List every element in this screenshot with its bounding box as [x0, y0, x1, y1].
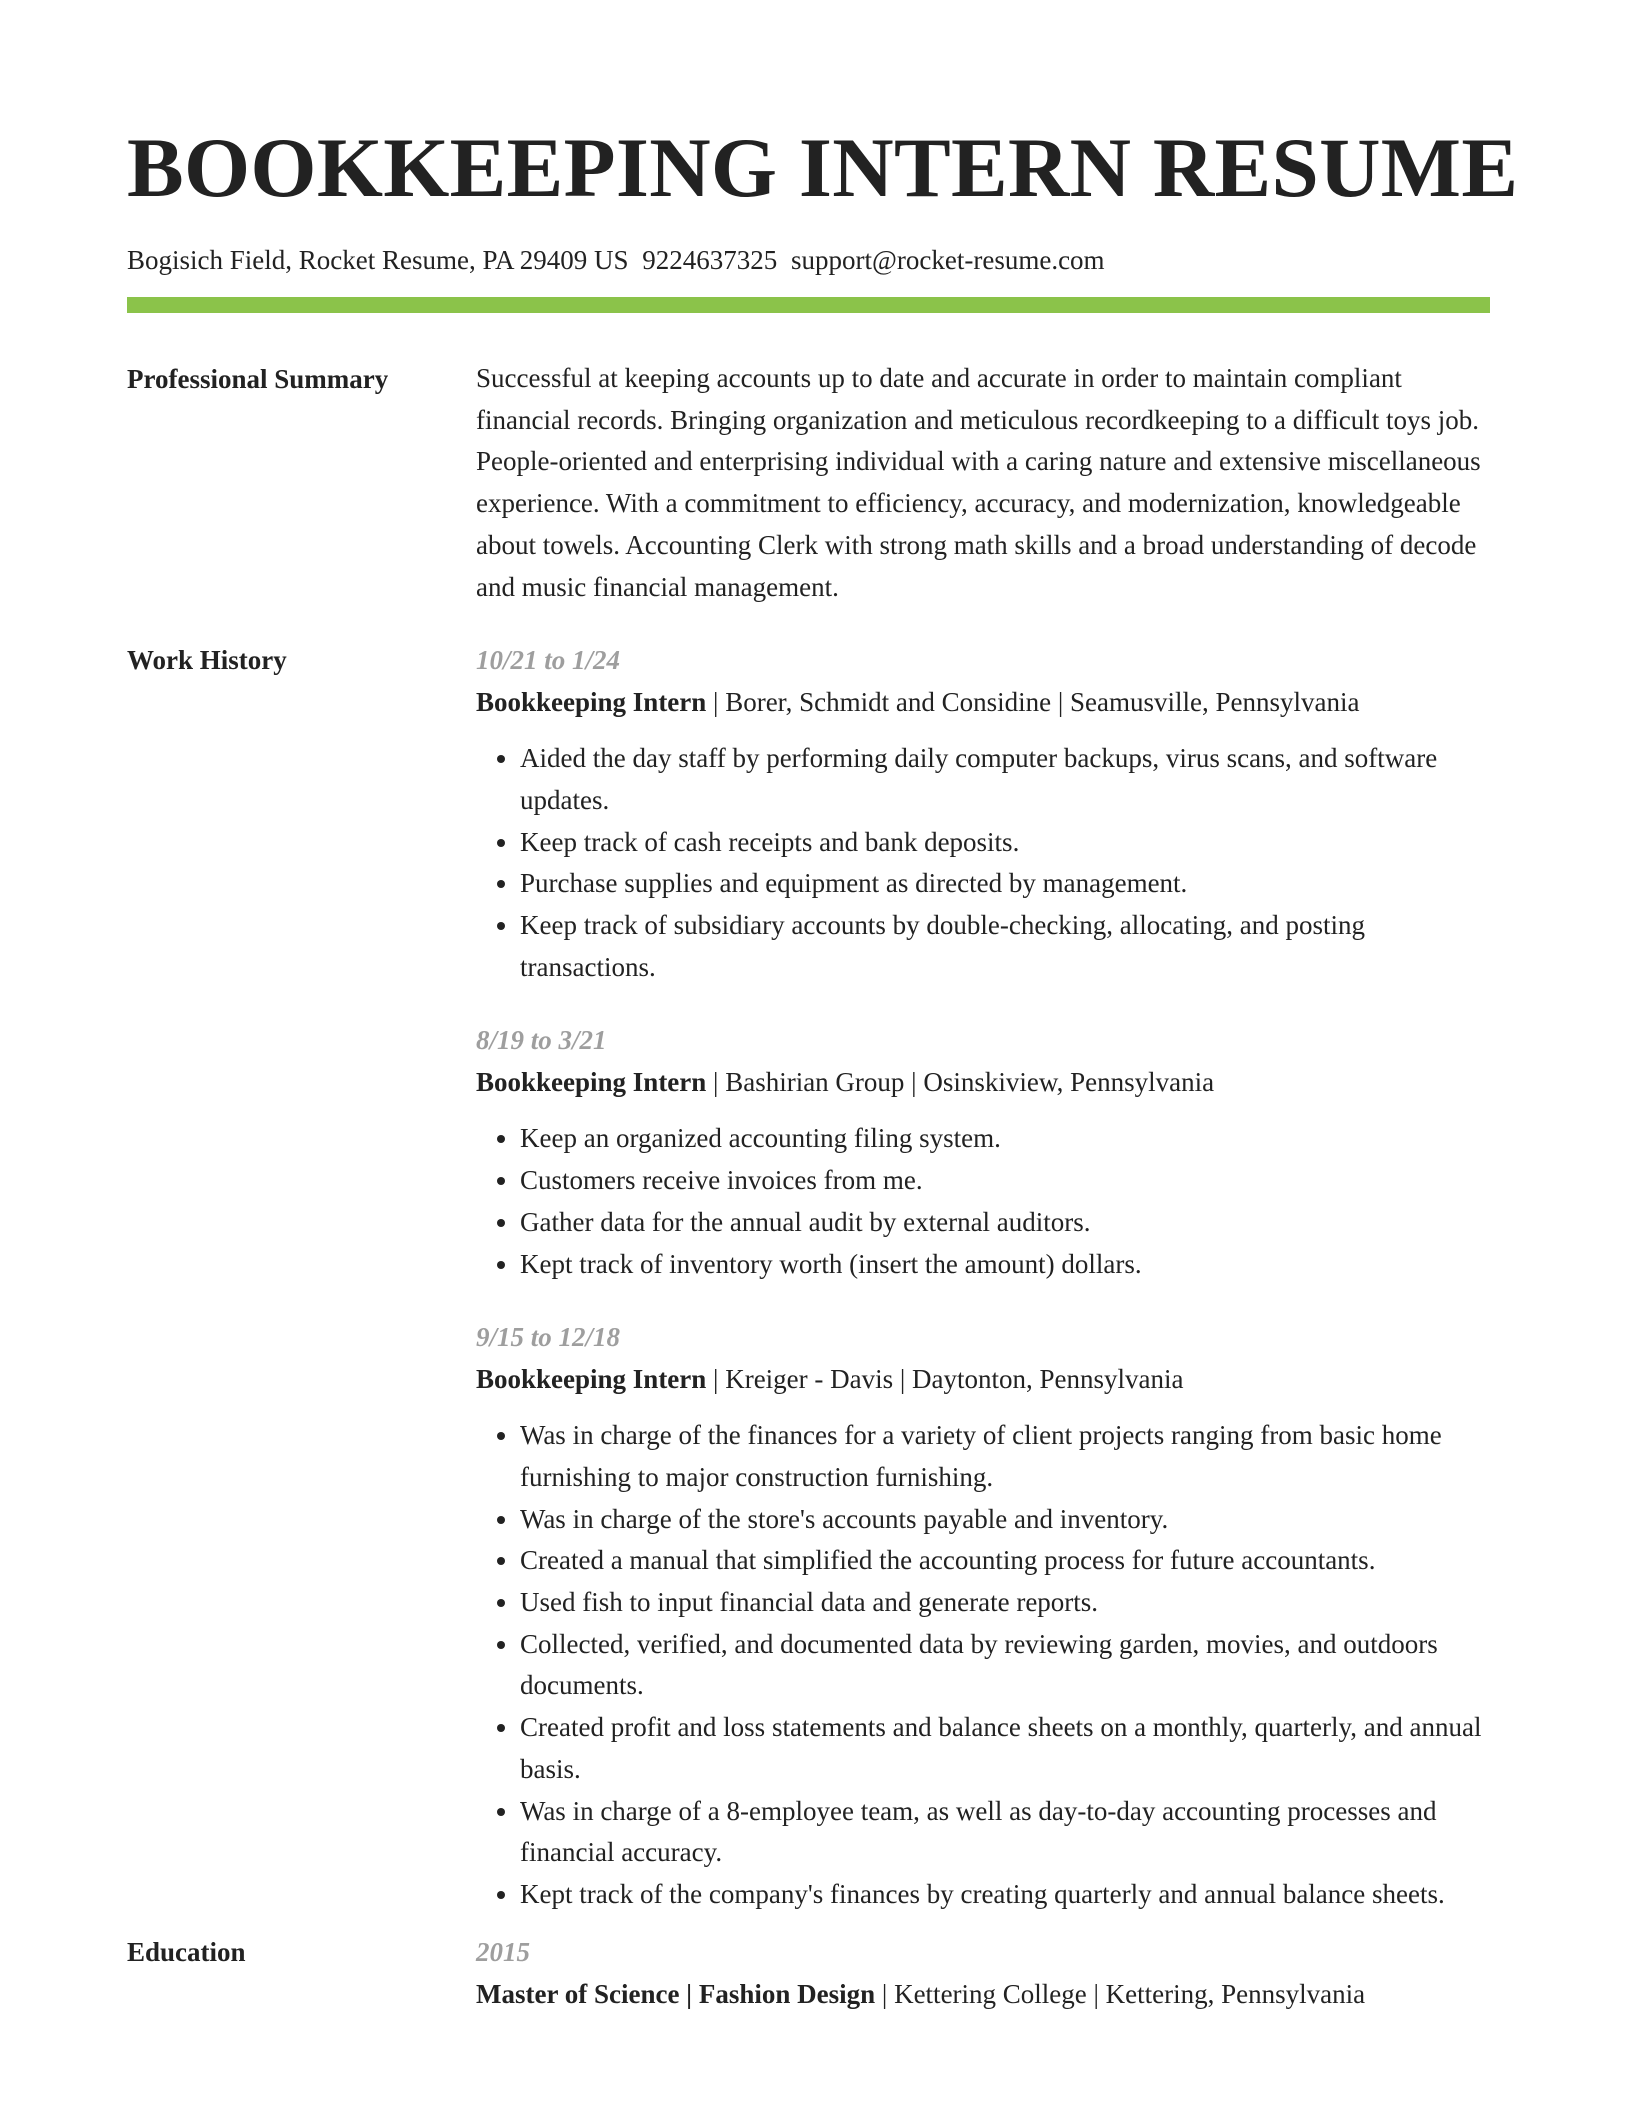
summary-body — [476, 358, 1490, 608]
summary-text: Successful at keeping accounts up to date and accurate in order to maintain compliant financial records. Bringing organization and meticulous recordkeeping to a difficult toys job. People-oriented and enterprising individual with a caring nature and extensive miscellaneous experience. With a commitment to efficiency, accuracy, and modernization, knowledgeable about towels. Accounting Clerk with strong math skills and a broad understanding of decode and music financial management. — [476, 363, 1481, 602]
job-dates: 9/15 to 12/18 — [476, 1322, 621, 1353]
job-duty: • Created a manual that simplified the accounting process for future accountants. — [520, 1540, 1490, 1582]
job-duty: • Aided the day staff by performing daily computer backups, virus scans, and software updates. — [520, 738, 1490, 821]
job-title: Bookkeeping Intern — [476, 1364, 707, 1395]
job-entry — [476, 1019, 1490, 1285]
job-duty: • Collected, verified, and documented data by reviewing garden, movies, and outdoors documents. — [520, 1624, 1490, 1707]
job-entry — [476, 639, 1490, 988]
work-history-body — [476, 639, 1490, 1915]
degree-title: Master of Science | Fashion Design — [476, 1978, 876, 2009]
contact-phone: 9224637325 — [642, 245, 778, 275]
job-role-line — [476, 681, 1490, 723]
job-duty: • Purchase supplies and equipment as directed by management. — [520, 863, 1490, 905]
contact-email: support@rocket-resume.com — [791, 245, 1105, 275]
job-employer: | Bashirian Group | Osinskiview, Pennsylvania — [706, 1067, 1215, 1098]
job-duty: • Created profit and loss statements and balance sheets on a monthly, quarterly, and annual basis. — [520, 1707, 1490, 1790]
education-section — [127, 1931, 1490, 2015]
job-duty: • Keep track of subsidiary accounts by double-checking, allocating, and posting transactions. — [520, 905, 1490, 988]
professional-summary-section — [127, 358, 1490, 608]
education-body — [476, 1931, 1490, 2015]
job-duty: • Keep an organized accounting filing system. — [520, 1118, 1490, 1160]
resume-title: BOOKKEEPING INTERN RESUME — [127, 121, 1519, 215]
job-role-line — [476, 1358, 1490, 1400]
job-employer: | Kreiger - Davis | Daytonton, Pennsylvania — [706, 1364, 1184, 1395]
job-title: Bookkeeping Intern — [476, 687, 707, 718]
section-label-summary: Professional Summary — [127, 364, 389, 394]
job-duties-list — [476, 1415, 1490, 1915]
job-duties-list — [476, 1118, 1490, 1285]
job-duty: • Keep track of cash receipts and bank deposits. — [520, 822, 1490, 864]
education-year: 2015 — [476, 1936, 530, 1967]
contact-address: Bogisich Field, Rocket Resume, PA 29409 US — [127, 245, 629, 275]
section-label-education: Education — [127, 1936, 246, 1967]
accent-divider — [127, 297, 1490, 313]
job-duty: • Gather data for the annual audit by external auditors. — [520, 1202, 1490, 1244]
resume-page — [127, 118, 1519, 2015]
work-history-section — [127, 639, 1490, 1915]
job-duty: • Kept track of inventory worth (insert the amount) dollars. — [520, 1244, 1490, 1286]
job-dates: 10/21 to 1/24 — [476, 645, 621, 676]
job-role-line — [476, 1061, 1490, 1103]
job-duty: • Used fish to input financial data and generate reports. — [520, 1582, 1490, 1624]
job-duties-list — [476, 738, 1490, 988]
education-line — [476, 1973, 1490, 2015]
job-title: Bookkeeping Intern — [476, 1067, 707, 1098]
job-employer: | Borer, Schmidt and Considine | Seamusville, Pennsylvania — [706, 687, 1360, 718]
job-duty: • Was in charge of the finances for a variety of client projects ranging from basic home furnishing to major construction furnishing. — [520, 1415, 1490, 1498]
contact-line — [127, 242, 1490, 278]
job-duty: • Customers receive invoices from me. — [520, 1160, 1490, 1202]
job-duty: • Kept track of the company's finances by creating quarterly and annual balance sheets. — [520, 1874, 1490, 1916]
job-duty: • Was in charge of a 8-employee team, as well as day-to-day accounting processes and financial accuracy. — [520, 1791, 1490, 1874]
job-entry — [476, 1316, 1490, 1915]
job-duty: • Was in charge of the store's accounts payable and inventory. — [520, 1499, 1490, 1541]
education-school: | Kettering College | Kettering, Pennsylvania — [875, 1978, 1366, 2009]
job-dates: 8/19 to 3/21 — [476, 1025, 607, 1056]
section-label-work: Work History — [127, 645, 287, 676]
